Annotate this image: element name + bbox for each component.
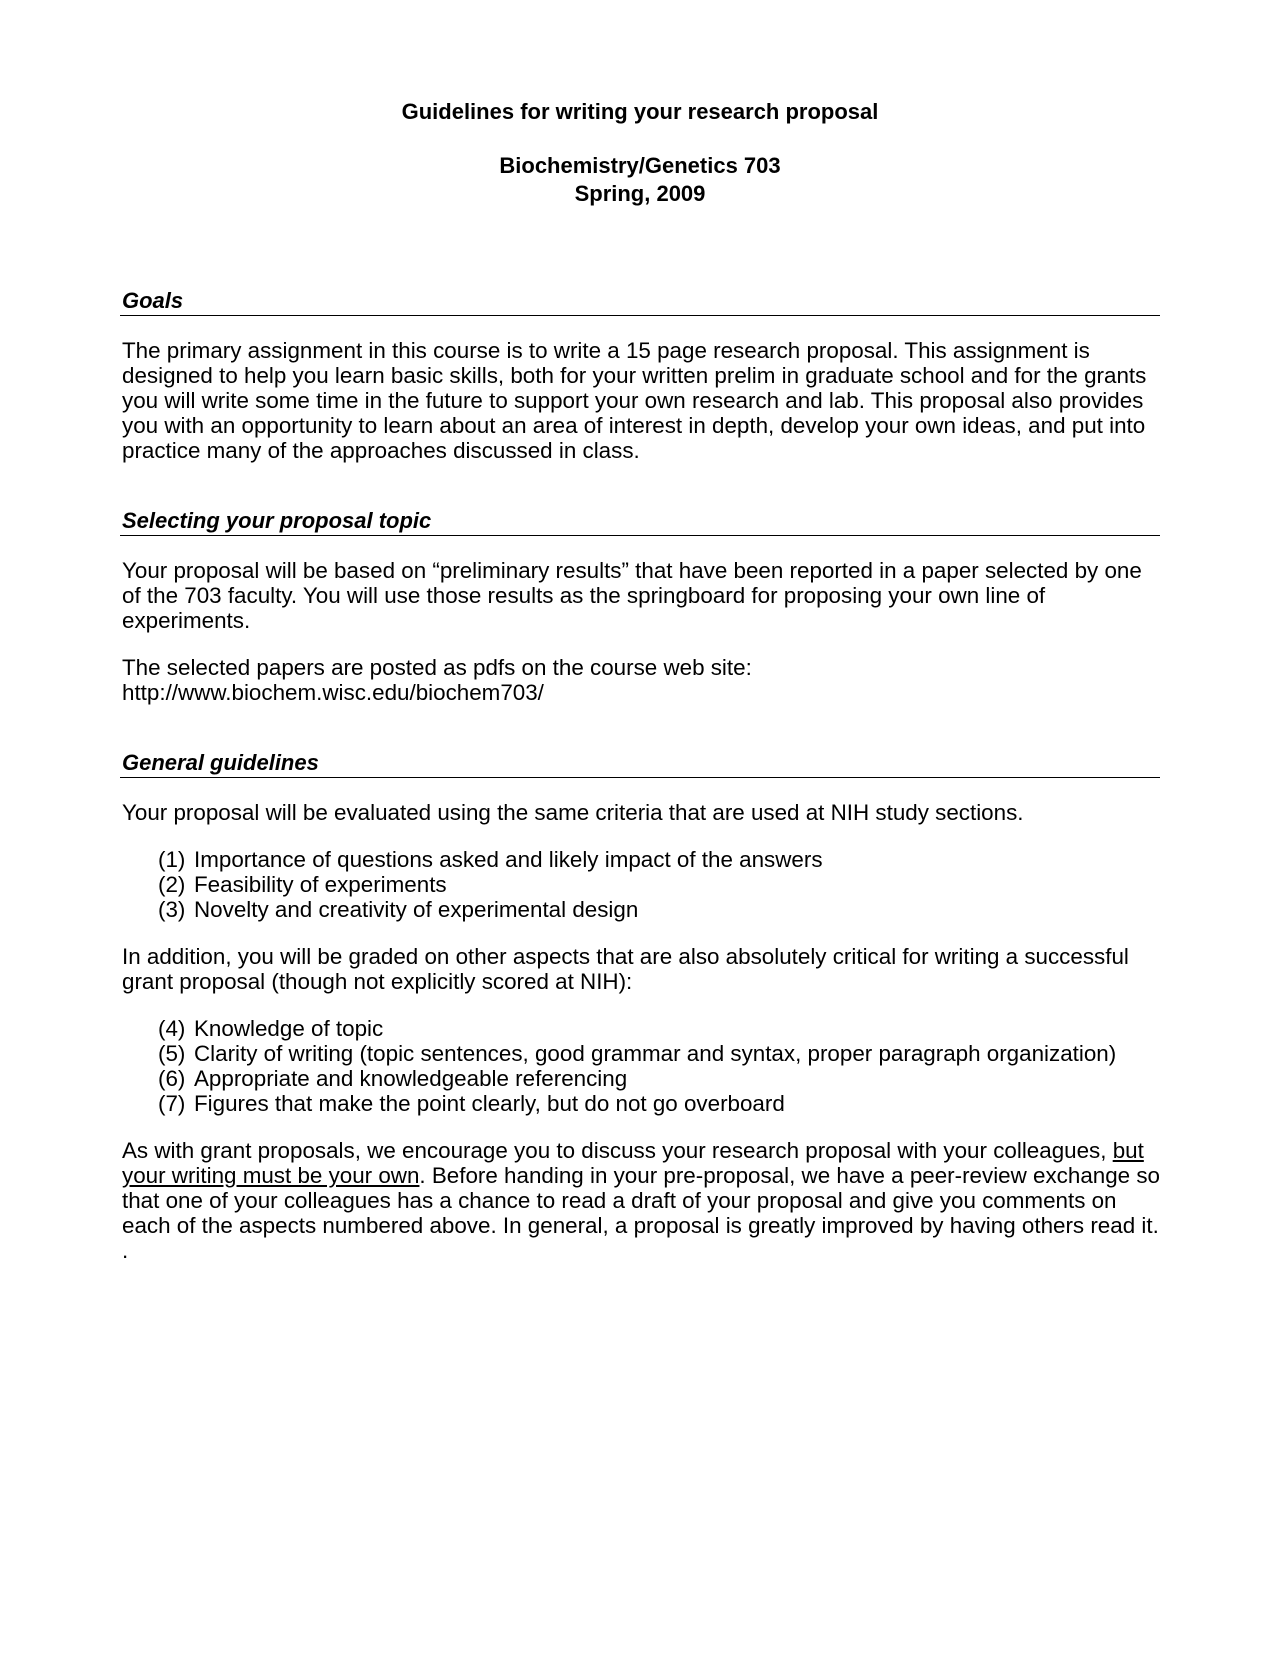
closing-paragraph	[122, 1138, 1160, 1263]
list-number: (3)	[158, 897, 186, 922]
list-item	[158, 1041, 1160, 1066]
topic-paragraph: Your proposal will be based on “preliminary results” that have been reported in a paper selected by one of the 703 faculty. You will use those results as the springboard for proposing your own line of experiments.	[122, 558, 1142, 633]
closing-text-start: As with grant proposals, we encourage you to discuss your research proposal with your colleagues,	[122, 1138, 1113, 1163]
general-intro: Your proposal will be evaluated using the same criteria that are used at NIH study sections.	[122, 800, 1024, 825]
papers-line: The selected papers are posted as pdfs on the course web site:	[122, 655, 752, 680]
list-number: (4)	[158, 1016, 186, 1041]
list-item	[158, 847, 1160, 872]
list-item	[158, 1091, 1160, 1116]
section-heading-topic: Selecting your proposal topic	[120, 508, 1160, 536]
nih-criteria-list	[120, 847, 1160, 922]
list-text: Clarity of writing (topic sentences, good grammar and syntax, proper paragraph organization)	[194, 1041, 1117, 1066]
list-number: (7)	[158, 1091, 186, 1116]
course-term: Spring, 2009	[574, 181, 706, 206]
addition-paragraph: In addition, you will be graded on other aspects that are also absolutely critical for writing a successful grant proposal (though not explicitly scored at NIH):	[122, 944, 1129, 994]
list-number: (2)	[158, 872, 186, 897]
section-heading-general: General guidelines	[120, 750, 1160, 778]
section-heading-goals: Goals	[120, 288, 1160, 316]
goals-paragraph: The primary assignment in this course is to write a 15 page research proposal. This assignment is designed to help you learn basic skills, both for your written prelim in graduate school and for the grants you will write some time in the future to support your own research and lab. This proposal also provides you with an opportunity to learn about an area of interest in depth, develop your own ideas, and put into practice many of the approaches discussed in class.	[122, 338, 1147, 463]
list-text: Appropriate and knowledgeable referencing	[194, 1066, 628, 1091]
list-number: (1)	[158, 847, 186, 872]
document-page	[120, 98, 1160, 1263]
list-text: Figures that make the point clearly, but do not go overboard	[194, 1091, 785, 1116]
list-number: (6)	[158, 1066, 186, 1091]
closing-text-end: . Before handing in your pre-proposal, we have a peer-review exchange so that one of your colleagues has a chance to read a draft of your proposal and give you comments on each of the aspects numbered above. In general, a proposal is greatly improved by having others read it. .	[122, 1163, 1160, 1263]
list-item	[158, 1016, 1160, 1041]
document-title: Guidelines for writing your research proposal	[401, 99, 879, 124]
list-item	[158, 897, 1160, 922]
list-text: Knowledge of topic	[194, 1016, 384, 1041]
course-name: Biochemistry/Genetics 703	[499, 153, 781, 178]
list-text: Novelty and creativity of experimental design	[194, 897, 639, 922]
list-number: (5)	[158, 1041, 186, 1066]
list-text: Importance of questions asked and likely impact of the answers	[194, 847, 823, 872]
list-item	[158, 1066, 1160, 1091]
list-text: Feasibility of experiments	[194, 872, 447, 897]
course-web-url: http://www.biochem.wisc.edu/biochem703/	[122, 680, 544, 705]
list-item	[158, 872, 1160, 897]
other-criteria-list	[120, 1016, 1160, 1116]
closing-underlined-text: but your writing must be your own	[122, 1138, 1144, 1188]
papers-paragraph	[122, 655, 1160, 705]
